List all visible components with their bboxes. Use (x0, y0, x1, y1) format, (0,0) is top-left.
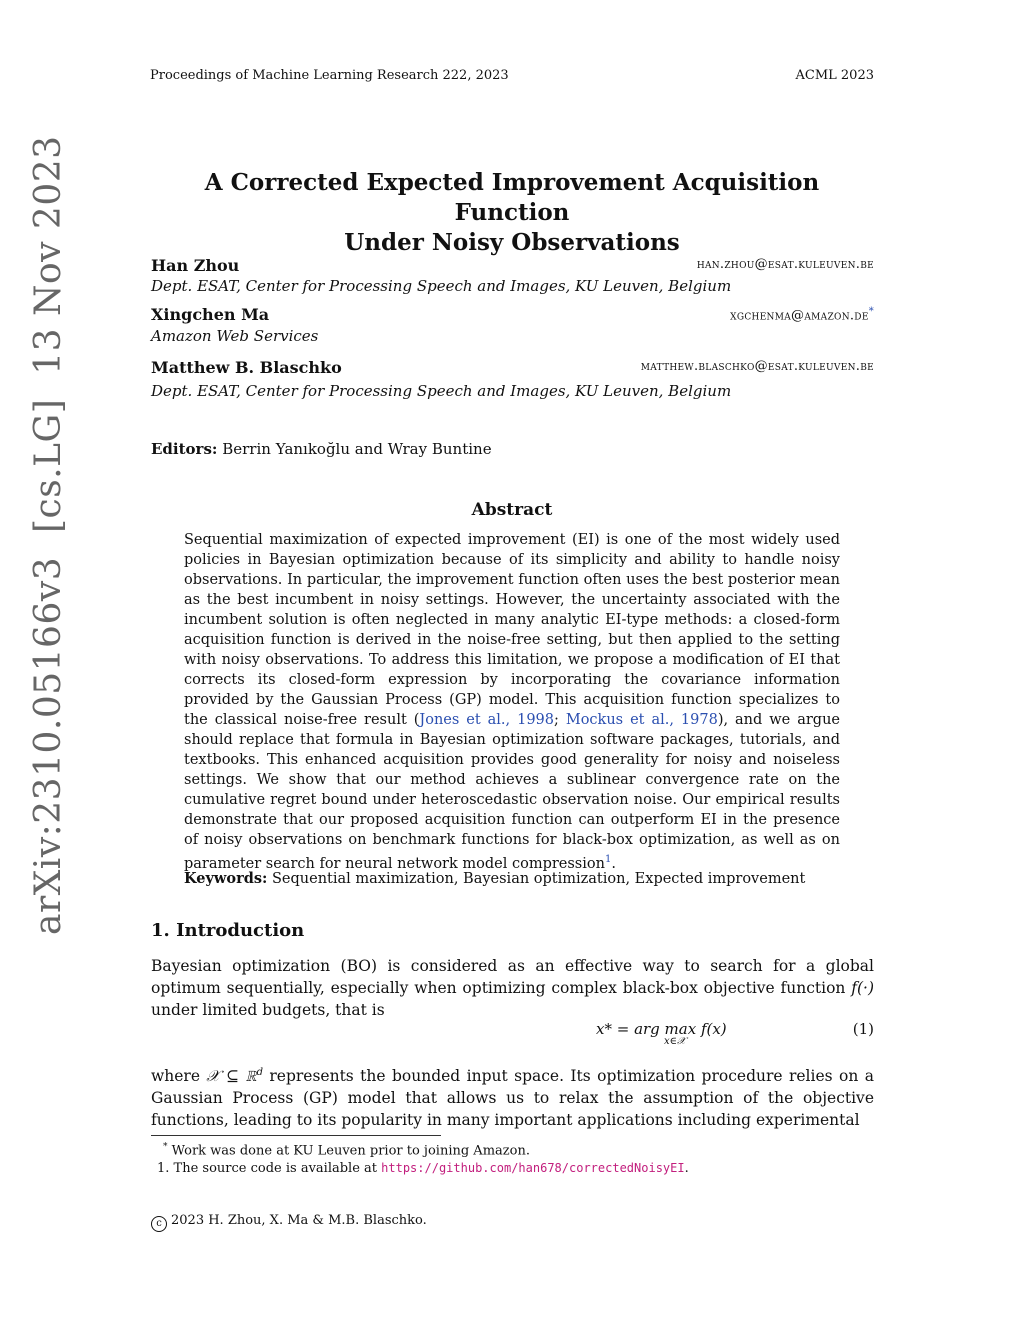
inline-math-sup: d (256, 1067, 263, 1078)
footnote-mark[interactable]: 1 (604, 854, 612, 865)
author-email[interactable]: han.zhou@esat.kuleuven.be (696, 257, 874, 272)
intro-paragraph-2 (151, 1062, 874, 1131)
intro-text: where (151, 1067, 207, 1086)
editors-label: Editors: (151, 440, 218, 458)
abstract-heading: Abstract (471, 500, 553, 520)
section-title: Introduction (176, 920, 305, 941)
author-3 (151, 358, 874, 377)
author-1 (151, 256, 874, 275)
section-heading (151, 920, 304, 941)
arxiv-id[interactable]: arXiv:2310.05166v3 [cs.LG] 13 Nov 2023 (28, 135, 69, 935)
abstract-text: Sequential maximization of expected improvement (EI) is one of the most widely used policies in Bayesian optimization because of its simplicity and ability to handle noisy observations. In particular, the improvement function often uses the best posterior mean as the best incumbent in noisy settings. However, the uncertainty associated with the incumbent solution is often neglected in many analytic EI-type methods: a closed-form acquisition function is derived in the noise-free setting, but then applied to the setting with noisy observations. To address this limitation, we propose a modification of EI that corrects its closed-form expression by incorporating the covariance information provided by the Gaussian Process (GP) model. This acquisition function specializes to the classical noise-free result ( (184, 532, 840, 728)
running-header-right: ACML 2023 (795, 68, 874, 83)
author-1-affiliation: Dept. ESAT, Center for Processing Speech and Images, KU Leuven, Belgium (151, 277, 732, 295)
keywords-line (184, 870, 840, 887)
equation-1 (151, 1020, 874, 1054)
email-footnote-mark[interactable]: * (868, 306, 874, 317)
footnote-mark: * (163, 1142, 168, 1152)
copyright-text: 2023 H. Zhou, X. Ma & M.B. Blaschko. (171, 1213, 427, 1228)
footnote-2 (157, 1161, 689, 1176)
copyright-line (151, 1213, 427, 1232)
arxiv-sidebar (28, 0, 68, 1325)
intro-text: Bayesian optimization (BO) is considered as an effective way to search for a global optimum sequentially, especially when optimizing complex black-box objective function (151, 957, 874, 997)
citation-link[interactable]: Mockus et al., 1978 (565, 712, 718, 728)
author-3-affiliation: Dept. ESAT, Center for Processing Speech and Images, KU Leuven, Belgium (151, 382, 732, 400)
title-line-2: Under Noisy Observations (344, 229, 680, 256)
equation-number: (1) (852, 1020, 874, 1038)
intro-text: represents the bounded input space. Its optimization procedure relies on a Gaussian Process (GP) model that allows us to relax the assumption of the objective functions, leading to its popularity in many important applications including experimental (151, 1067, 874, 1130)
author-name: Xingchen Ma (151, 305, 270, 324)
author-name: Han Zhou (151, 256, 240, 275)
equation-subscript: x∈𝒳 (664, 1036, 686, 1047)
section-number: 1. (151, 920, 170, 941)
editors-line (151, 440, 492, 458)
intro-text: under limited budgets, that is (151, 1001, 385, 1019)
abstract-end: . (611, 855, 616, 872)
footnote-text: The source code is available at (173, 1161, 382, 1176)
footnote-end: . (684, 1161, 689, 1176)
citation-link[interactable]: Jones et al., 1998 (419, 712, 555, 728)
running-header-left: Proceedings of Machine Learning Research 222, 2023 (150, 68, 509, 83)
author-2-affiliation: Amazon Web Services (151, 327, 319, 345)
author-email[interactable]: matthew.blaschko@esat.kuleuven.be (640, 359, 874, 374)
equation-body: x* = arg max f(x) (596, 1020, 727, 1038)
copyright-icon: c (151, 1216, 167, 1232)
author-email-wrap (730, 306, 874, 323)
keywords-label: Keywords: (184, 870, 268, 887)
editors-names: Berrin Yanıkoğlu and Wray Buntine (222, 440, 492, 458)
citation-separator: ; (554, 712, 566, 728)
footnote-1 (163, 1142, 530, 1158)
paper-title (150, 168, 874, 258)
footnote-mark: 1. (157, 1161, 170, 1176)
inline-math: 𝒳 ⊆ ℝ (206, 1067, 257, 1086)
footnote-rule (151, 1135, 441, 1136)
author-email[interactable]: xgchenma@amazon.de (730, 308, 869, 324)
abstract-body (184, 530, 840, 874)
abstract-text: ), and we argue should replace that formula in Bayesian optimization software packages, tutorials, and textbooks. This enhanced acquisition provides good generality for noisy and noiseless settings. We show that our method achieves a sublinear convergence rate on the cumulative regret bound under heteroscedastic observation noise. Our empirical results demonstrate that our proposed acquisition function can outperform EI in the presence of noisy observations on benchmark functions for black-box optimization, as well as on parameter search for neural network model compression (184, 712, 840, 872)
title-line-1: A Corrected Expected Improvement Acquisition Function (204, 169, 820, 226)
intro-paragraph-1 (151, 955, 874, 1021)
inline-math: f(·) (851, 979, 874, 997)
keywords-text: Sequential maximization, Bayesian optimization, Expected improvement (272, 871, 806, 887)
footnote-text: Work was done at KU Leuven prior to joining Amazon. (171, 1143, 530, 1159)
source-code-link[interactable]: https://github.com/han678/correctedNoisyEI (381, 1161, 685, 1175)
author-name: Matthew B. Blaschko (151, 358, 342, 377)
author-2 (151, 305, 874, 324)
